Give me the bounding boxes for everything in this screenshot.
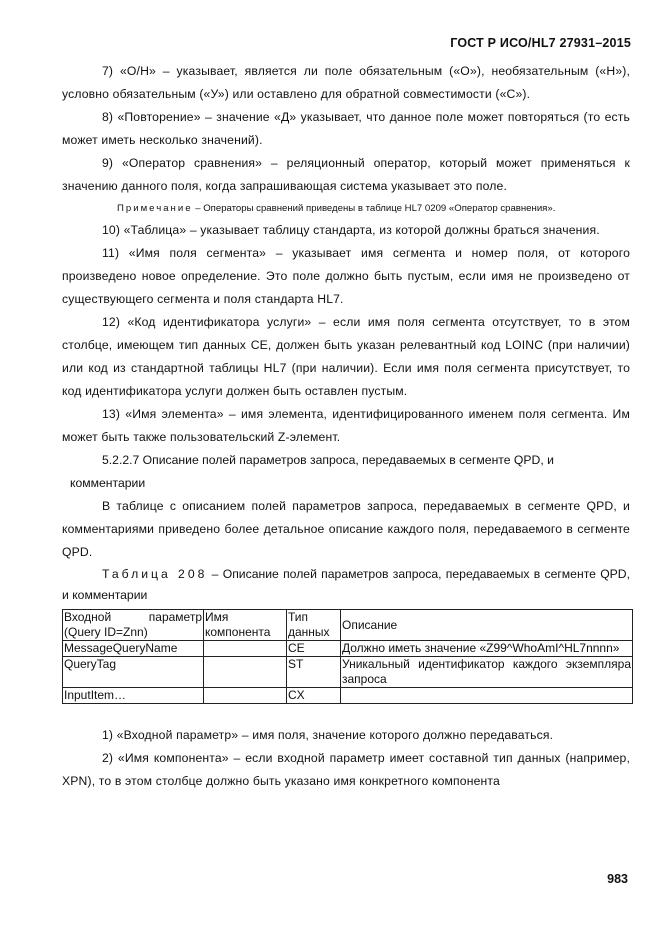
cell-component-name [204,657,287,688]
header-data-type: Тип данных [287,610,341,641]
table-caption [62,564,630,606]
page-number: 983 [607,872,628,886]
header-component-name: Имя компонента [204,610,287,641]
cell-data-type: CX [287,688,341,704]
cell-description [341,688,633,704]
table-caption-label: Таблица 208 [102,567,208,581]
cell-description: Уникальный идентификатор каждого экземпляра запроса [342,657,631,686]
table-footnotes [62,724,630,793]
cell-description: Должно иметь значение «Z99^WhoAmI^HL7nnnn» [341,641,633,657]
table-caption-text: – Описание полей параметров запроса, передаваемых в сегменте QPD, и комментарии [62,567,630,602]
intro-paragraph: В таблице с описанием полей параметров запроса, передаваемых в сегменте QPD, и комментариями приведено более детальное описание каждого поля, передаваемого в сегменте QPD. [62,499,630,559]
note [62,198,630,219]
list-item-7: 7) «О/Н» – указывает, является ли поле обязательным («О»), необязательным («Н»), условно обязательным («У») или оставлено для обратной совместимости («С»). [62,64,630,101]
list-item-12: 12) «Код идентификатора услуги» – если имя поля сегмента отсутствует, то в этом столбце, имеющем тип данных CE, должен быть указан релевантный код LOINC (при наличии) или код из стандартной таблицы HL7 (при наличии). Если имя поля сегмента присутствует, то код идентификатора услуги должен быть оставлен пустым. [62,315,630,398]
cell-data-type: ST [287,657,341,688]
table-row [63,657,633,688]
cell-component-name [204,688,287,704]
cell-input-parameter: MessageQueryName [63,641,204,657]
cell-component-name [204,641,287,657]
cell-data-type: CE [287,641,341,657]
header-description: Описание [341,610,633,641]
list-item-11: 11) «Имя поля сегмента» – указывает имя сегмента и номер поля, от которого произведено новое определение. Это поле должно быть пустым, если имя не произведено от существующего сегмента и поля стандарта HL7. [62,246,630,306]
cell-input-parameter: InputItem… [63,688,204,704]
header-input-parameter: Входной параметр (Query ID=Znn) [64,610,202,639]
footnote-item-2: 2) «Имя компонента» – если входной параметр имеет составной тип данных (например, XPN), то в этом столбце должно быть указано имя конкретного компонента [62,751,630,788]
table-row [63,641,633,657]
list-item-10: 10) «Таблица» – указывает таблицу стандарта, из которой должны браться значения. [102,223,600,237]
section-heading [62,449,630,495]
query-parameters-table [62,609,633,704]
footnote-item-1: 1) «Входной параметр» – имя поля, значение которого должно передаваться. [102,728,554,742]
section-heading-line2: комментарии [70,476,146,490]
table-row [63,688,633,704]
list-item-13: 13) «Имя элемента» – имя элемента, идентифицированного именем поля сегмента. Им может быть также пользовательский Z-элемент. [62,407,630,444]
list-item-9: 9) «Оператор сравнения» – реляционный оператор, который может применяться к значению данного поля, когда запрашивающая система указывает это поле. [62,156,630,193]
list-item-8: 8) «Повторение» – значение «Д» указывает, что данное поле может повторяться (то есть может иметь несколько значений). [62,110,630,147]
note-label: Примечание [117,203,193,214]
document-header: ГОСТ Р ИСО/HL7 27931–2015 [450,36,631,50]
section-heading-line1: 5.2.2.7 Описание полей параметров запроса, передаваемых в сегменте QPD, и [102,453,554,467]
page-body [62,60,630,793]
table-header-row [63,610,633,641]
note-text: – Операторы сравнений приведены в таблице HL7 0209 «Оператор сравнения». [192,203,556,214]
cell-input-parameter: QueryTag [63,657,204,688]
